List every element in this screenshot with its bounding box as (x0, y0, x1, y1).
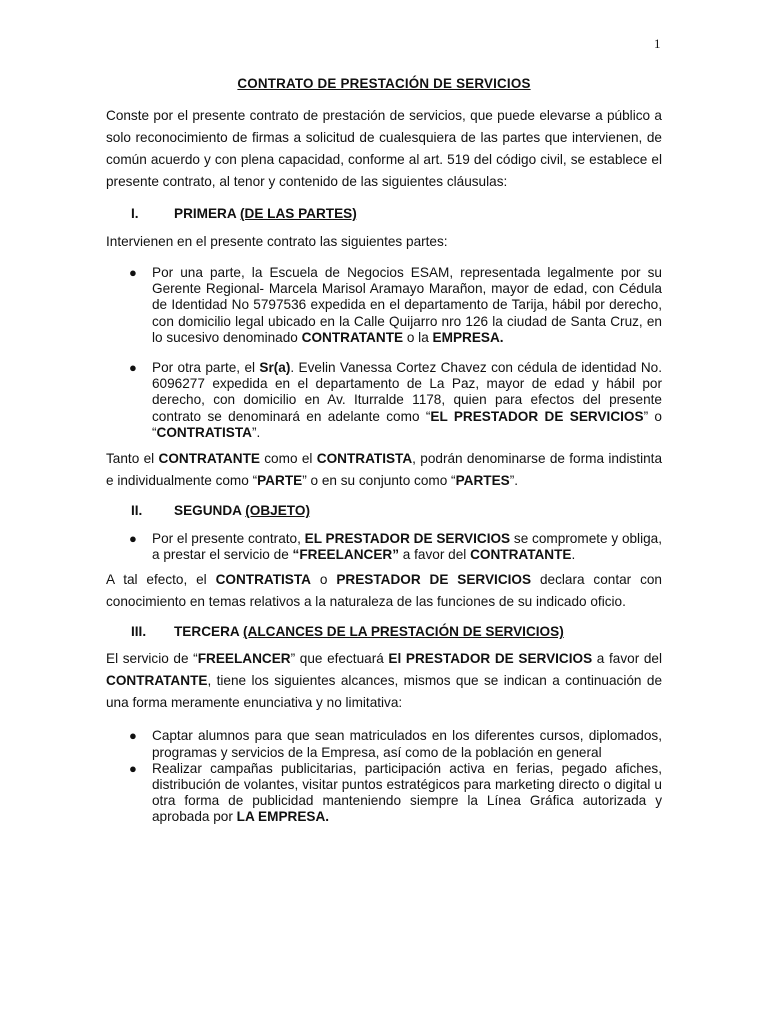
bold-term: “FREELANCER” (292, 547, 400, 563)
bold-term: EMPRESA. (432, 329, 504, 345)
paragraph-text: o (310, 572, 337, 588)
bullet-icon: ● (129, 265, 137, 280)
list-item-text: Por el presente contrato, (152, 531, 305, 547)
list-item (106, 531, 662, 563)
list-item (106, 265, 662, 346)
list-item (106, 761, 662, 826)
section-title (174, 624, 564, 639)
intro-paragraph: Conste por el presente contrato de prestación de servicios, que puede elevarse a público a solo reconocimiento de firmas a solicitud de cualesquiera de las partes que intervienen, de común acuerdo y con plena capacidad, conforme al art. 519 del código civil, se establece el presente contrato, al tenor y contenido de las siguientes cláusulas: (106, 108, 662, 189)
list-item (106, 728, 662, 760)
list-item-text: o la (403, 329, 433, 345)
section-heading-tercera (106, 624, 662, 639)
bold-term: PARTES (455, 473, 510, 489)
paragraph-text: , podrán denominarse de forma indistinta e individualmente como “ (106, 451, 663, 489)
list-item-text: . Evelin Vanessa Cortez Chavez con cédula de identidad No. 6096277 expedida en el departamento de La Paz, mayor de edad y hábil por derecho, con domicilio en Av. Iturralde 1178, quien para efectos del presente contrato se denominará en adelante como “ (152, 360, 662, 424)
section-number: III. (131, 624, 147, 640)
list-item-text: se compromete y obliga, a prestar el servicio de (152, 531, 662, 563)
bullet-icon: ● (129, 728, 137, 744)
paragraph-text: ” que efectuará (290, 651, 389, 667)
list-item-text: Captar alumnos para que sean matriculados en los diferentes cursos, diplomados, programas y servicios de la Empresa, así como de la población en general (152, 728, 662, 760)
list-item-text: ”. (251, 424, 261, 440)
section-subtitle: (ALCANCES DE LA PRESTACIÓN DE SERVICIOS) (242, 624, 564, 640)
page-number: 1 (654, 36, 661, 51)
section-subtitle: (OBJETO) (245, 503, 310, 519)
bullet-icon: ● (129, 360, 137, 376)
bold-term: CONTRATANTE (470, 547, 572, 563)
paragraph-text: A tal efecto, el (106, 572, 216, 588)
bold-term: CONTRATANTE (301, 329, 404, 345)
section-label: SEGUNDA (174, 503, 242, 519)
bold-term: CONTRATANTE (158, 451, 260, 467)
list-item-text: a favor del (399, 547, 471, 563)
list-item (106, 360, 662, 441)
section-title (174, 206, 357, 221)
paragraph-text: El servicio de “ (106, 651, 198, 667)
bold-term: FREELANCER (197, 651, 291, 667)
section-title (174, 503, 310, 518)
section1-closing (106, 448, 662, 492)
bold-term: CONTRATANTE (106, 673, 208, 689)
scope-list (106, 728, 662, 825)
section-subtitle: (DE LAS PARTES) (239, 206, 357, 221)
section-label: TERCERA (174, 624, 240, 640)
bullet-icon: ● (129, 760, 137, 776)
paragraph-text: ” o en su conjunto como “ (302, 473, 456, 489)
list-item-text: Por otra parte, el (152, 360, 260, 376)
contract-title: CONTRATO DE PRESTACIÓN DE SERVICIOS (237, 76, 531, 91)
bold-term: PARTE (257, 473, 303, 489)
section-heading-segunda (106, 503, 662, 518)
paragraph-text: Tanto el (106, 451, 159, 467)
paragraph-text: ”. (509, 473, 519, 489)
list-item-text: Realizar campañas publicitarias, participación activa en ferias, pegado afiches, distribución de volantes, visitar puntos estratégicos para marketing directo o digital u otra forma de publicidad manteniendo siempre la Línea Gráfica autorizada y aprobada por (152, 760, 662, 825)
section3-lead (106, 648, 662, 714)
section-number: I. (131, 206, 139, 221)
section1-lead: Intervienen en el presente contrato las siguientes partes: (106, 234, 448, 249)
paragraph-text: a favor del (592, 651, 662, 667)
list-item-text: Por una parte, la Escuela de Negocios ESAM, representada legalmente por su Gerente Regional- Marcela Marisol Aramayo Marañon, mayor de edad, con Cédula de Identidad No 5797536 expedida en el departamento de Tarija, hábil por derecho, con domicilio legal ubicado en la Calle Quijarro nro 126 la ciudad de Santa Cruz, en lo sucesivo denominado (152, 265, 662, 345)
bold-term: El PRESTADOR DE SERVICIOS (388, 651, 593, 667)
section-heading-primera (106, 206, 662, 221)
section-label: PRIMERA (174, 206, 237, 221)
paragraph-text: declara contar con conocimiento en temas relativos a la naturaleza de las funciones de su indicado oficio. (106, 572, 662, 610)
bold-term: LA EMPRESA. (236, 809, 330, 825)
list-item-text: ” o “ (152, 408, 662, 440)
section-number: II. (131, 503, 143, 519)
object-list (106, 531, 662, 563)
bold-term: Sr(a) (259, 360, 291, 376)
paragraph-text: , tiene los siguientes alcances, mismos que se indican a continuación de una forma meramente enunciativa y no limitativa: (106, 673, 662, 711)
contract-document (106, 76, 662, 826)
bold-term: CONTRATISTA (215, 572, 311, 588)
bold-term: EL PRESTADOR DE SERVICIOS (430, 408, 644, 424)
list-item-text: . (571, 547, 576, 563)
bold-term: CONTRATISTA (156, 424, 252, 440)
parties-list (106, 265, 662, 441)
bold-term: PRESTADOR DE SERVICIOS (336, 572, 532, 588)
section2-closing (106, 569, 662, 613)
bullet-icon: ● (129, 531, 137, 547)
paragraph-text: como el (259, 451, 317, 467)
bold-term: CONTRATISTA (316, 451, 413, 467)
bold-term: EL PRESTADOR DE SERVICIOS (304, 531, 511, 547)
